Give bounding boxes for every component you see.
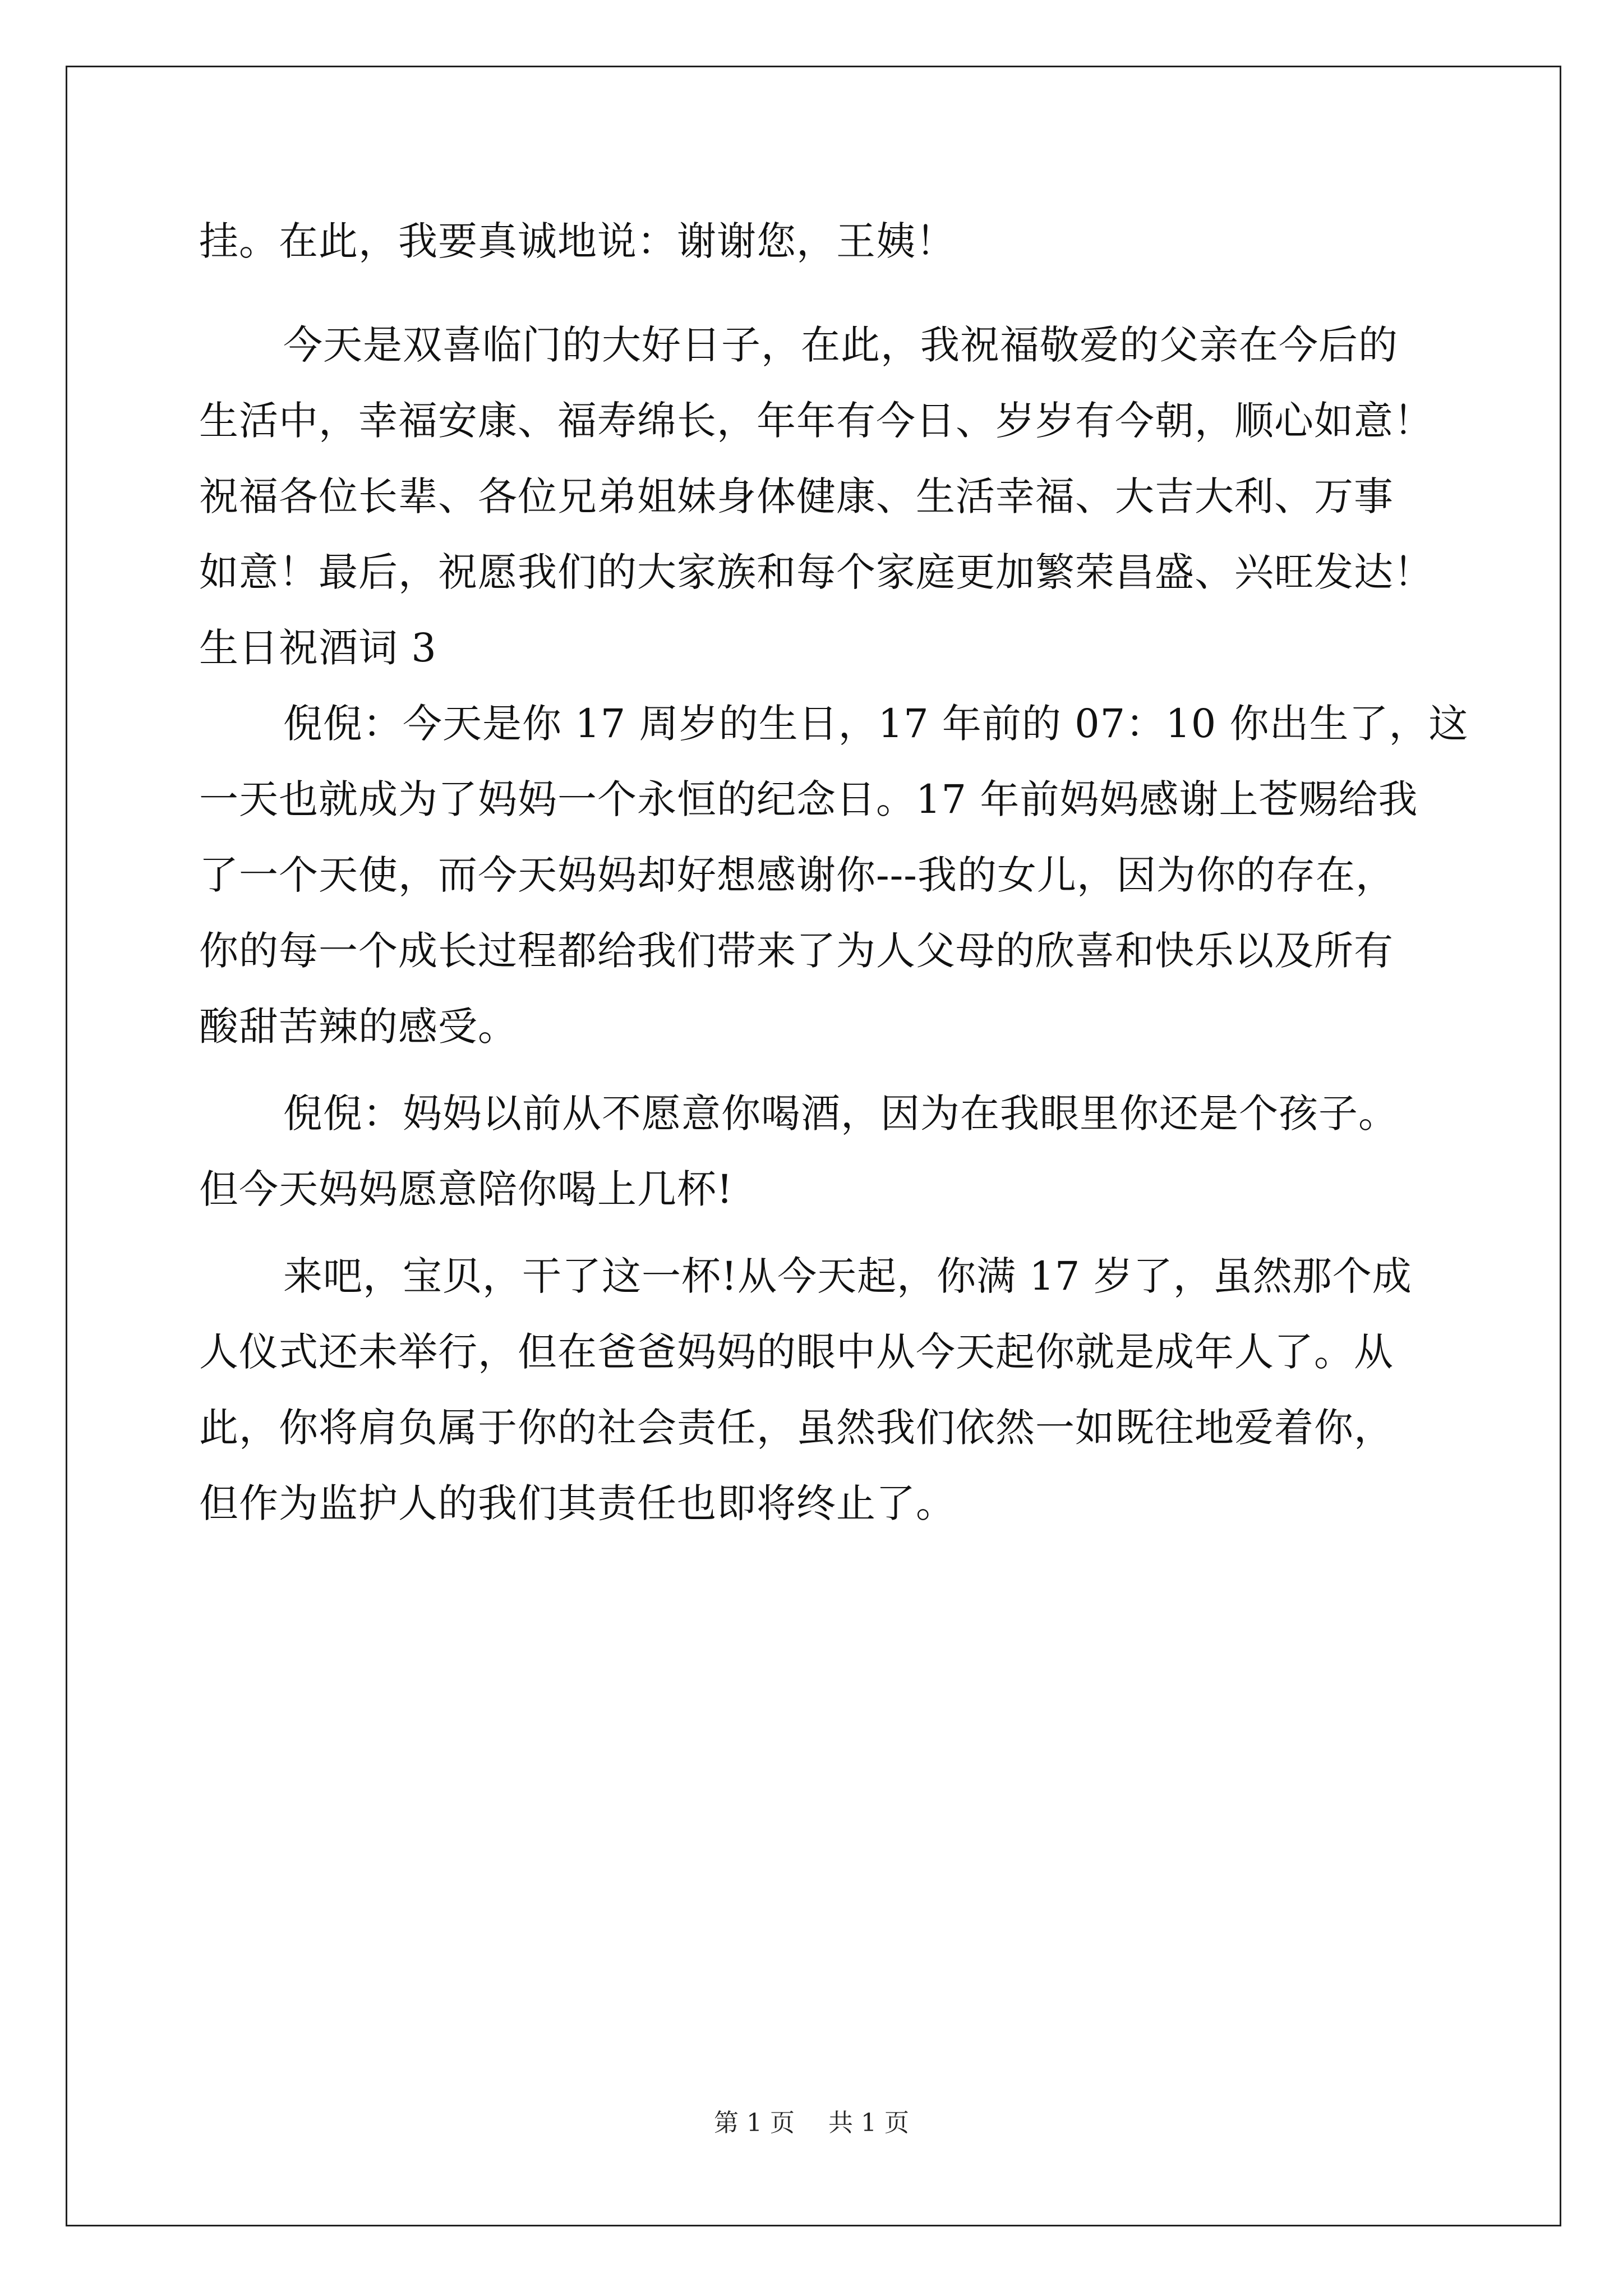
text-line: 一天也就成为了妈妈一个永恒的纪念日。17 年前妈妈感谢上苍赐给我 bbox=[199, 776, 1418, 822]
text-line: 人仪式还未举行，但在爸爸妈妈的眼中从今天起你就是成年人了。从 bbox=[199, 1329, 1394, 1375]
text-line: 来吧，宝贝，干了这一杯!从今天起，你满 17 岁了，虽然那个成 bbox=[283, 1253, 1412, 1299]
text-line: 了一个天使，而今天妈妈却好想感谢你---我的女儿，因为你的存在， bbox=[199, 852, 1395, 898]
text-line: 但作为监护人的我们其责任也即将终止了。 bbox=[199, 1480, 956, 1526]
page-footer bbox=[0, 2106, 1623, 2140]
page-total: 共 1 页 bbox=[828, 2109, 909, 2137]
text-line: 酸甜苦辣的感受。 bbox=[199, 1004, 518, 1050]
page-number: 第 1 页 bbox=[714, 2109, 795, 2137]
text-line: 如意！最后，祝愿我们的大家族和每个家庭更加繁荣昌盛、兴旺发达！ bbox=[199, 549, 1433, 595]
text-line: 今天是双喜临门的大好日子，在此，我祝福敬爱的父亲在今后的 bbox=[283, 322, 1398, 368]
text-line: 生活中，幸福安康、福寿绵长，年年有今日、岁岁有今朝，顺心如意！ bbox=[199, 398, 1433, 444]
text-line: 倪倪：今天是你 17 周岁的生日，17 年前的 07：10 你出生了，这 bbox=[283, 701, 1469, 747]
text-line: 但今天妈妈愿意陪你喝上几杯! bbox=[199, 1166, 734, 1212]
text-line: 你的每一个成长过程都给我们带来了为人父母的欣喜和快乐以及所有 bbox=[199, 928, 1394, 974]
text-line: 挂。在此，我要真诚地说：谢谢您，王姨！ bbox=[199, 218, 956, 264]
section-heading: 生日祝酒词 3 bbox=[199, 625, 437, 671]
text-line: 此，你将肩负属于你的社会责任，虽然我们依然一如既往地爱着你， bbox=[199, 1405, 1394, 1451]
text-line: 祝福各位长辈、各位兄弟姐妹身体健康、生活幸福、大吉大利、万事 bbox=[199, 473, 1394, 519]
text-line: 倪倪：妈妈以前从不愿意你喝酒，因为在我眼里你还是个孩子。 bbox=[283, 1091, 1398, 1137]
